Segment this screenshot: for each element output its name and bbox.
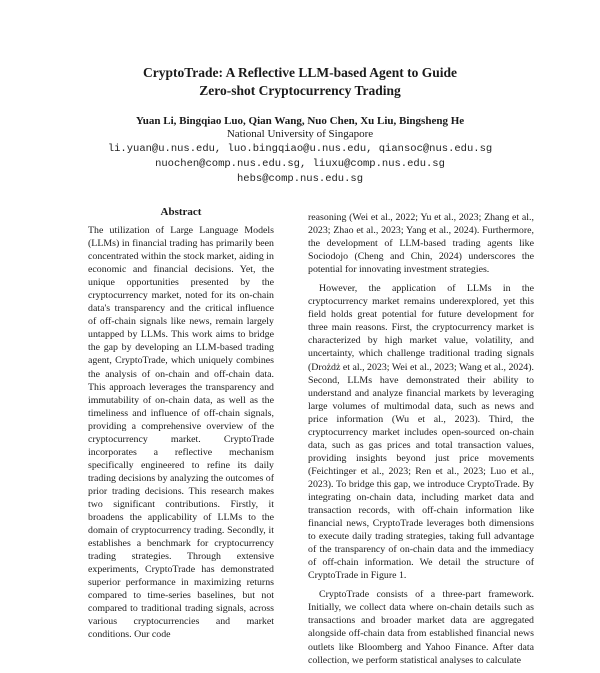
paper-title	[0, 64, 600, 100]
abstract-text: The utilization of Large Language Models (LLMs) in financial trading has primarily been concentrated within the stock market, aiding in economic and financial decisions. Yet, the unique opportunities presented by the cryptocurrency market, noted for its on-chain data's transparency and the critical influence of off-chain signals like news, remain largely untapped by LLMs. This work aims to bridge the gap by developing an LLM-based trading agent, CryptoTrade, which uniquely combines the analysis of on-chain and off-chain data. This approach leverages the transparency and immutability of on-chain data, as well as the timeliness and influence of off-chain signals, providing a comprehensive overview of the cryptocurrency market. CryptoTrade incorporates a reflective mechanism specifically engineered to refine its daily trading decisions by analyzing the outcomes of prior trading decisions. This research makes two significant contributions. Firstly, it broadens the applicability of LLMs to the domain of cryptocurrency trading. Secondly, it establishes a benchmark for cryptocurrency trading strategies. Through extensive experiments, CryptoTrade has demonstrated superior performance in maximizing returns compared to time-series baselines, but not compared to traditional trading signals, across various cryptocurrencies and market conditions. Our code	[88, 225, 274, 641]
author-list: Yuan Li, Bingqiao Luo, Qian Wang, Nuo Chen, Xu Liu, Bingsheng He	[135, 115, 465, 127]
introduction-column	[308, 211, 534, 673]
abstract-heading: Abstract	[160, 206, 202, 218]
title-line-2: Zero-shot Cryptocurrency Trading	[199, 83, 401, 98]
email-line: li.yuan@u.nus.edu, luo.bingqiao@u.nus.edu, qiansoc@nus.edu.sg	[107, 143, 493, 155]
intro-paragraph: CryptoTrade consists of a three-part framework. Initially, we collect data where on-chain details such as transactions and broader market data are aggregated alongside off-chain data from established financial news outlets like Bloomberg and Yahoo Finance. After data collection, we perform statistical analyses to calculate	[308, 589, 534, 666]
email-line: nuochen@comp.nus.edu.sg, liuxu@comp.nus.edu.sg	[155, 158, 445, 170]
email-line: hebs@comp.nus.edu.sg	[236, 173, 364, 185]
affiliation: National University of Singapore	[226, 128, 374, 140]
title-line-1: CryptoTrade: A Reflective LLM-based Agent to Guide	[143, 65, 457, 80]
intro-paragraph: However, the application of LLMs in the cryptocurrency market remains underexplored, yet this field holds great potential for future development for three main reasons. First, the cryptocurrency market is characterized by high market value, volatility, and uncertainty, which challenge traditional trading signals (Drożdż et al., 2023; Wei et al., 2023; Wang et al., 2024). Second, LLMs have demonstrated their ability to understand and analyze financial markets by leveraging large volumes of multimodal data, such as news and price information (Wu et al., 2023). Third, the cryptocurrency market includes open-sourced on-chain data, such as gas prices and total transaction values, providing insights beyond just price movements (Feichtinger et al., 2023; Ren et al., 2023; Luo et al., 2023). To bridge this gap, we introduce CryptoTrade. By integrating on-chain data, including market data and transaction records, with off-chain information like financial news, CryptoTrade leverages both dimensions to execute daily trading strategies, taking full advantage of the transparency of on-chain data and the immediacy of off-chain information. We detail the structure of CryptoTrade in Figure 1.	[308, 283, 534, 582]
email-block	[0, 142, 600, 187]
abstract-body	[88, 224, 274, 648]
intro-paragraph: reasoning (Wei et al., 2022; Yu et al., 2023; Zhang et al., 2023; Zhao et al., 2023; Yang et al., 2024). Furthermore, the development of LLM-based trading agents like Sociodojo (Cheng and Chin, 2024) underscores the potential for innovating investment strategies.	[308, 212, 534, 276]
